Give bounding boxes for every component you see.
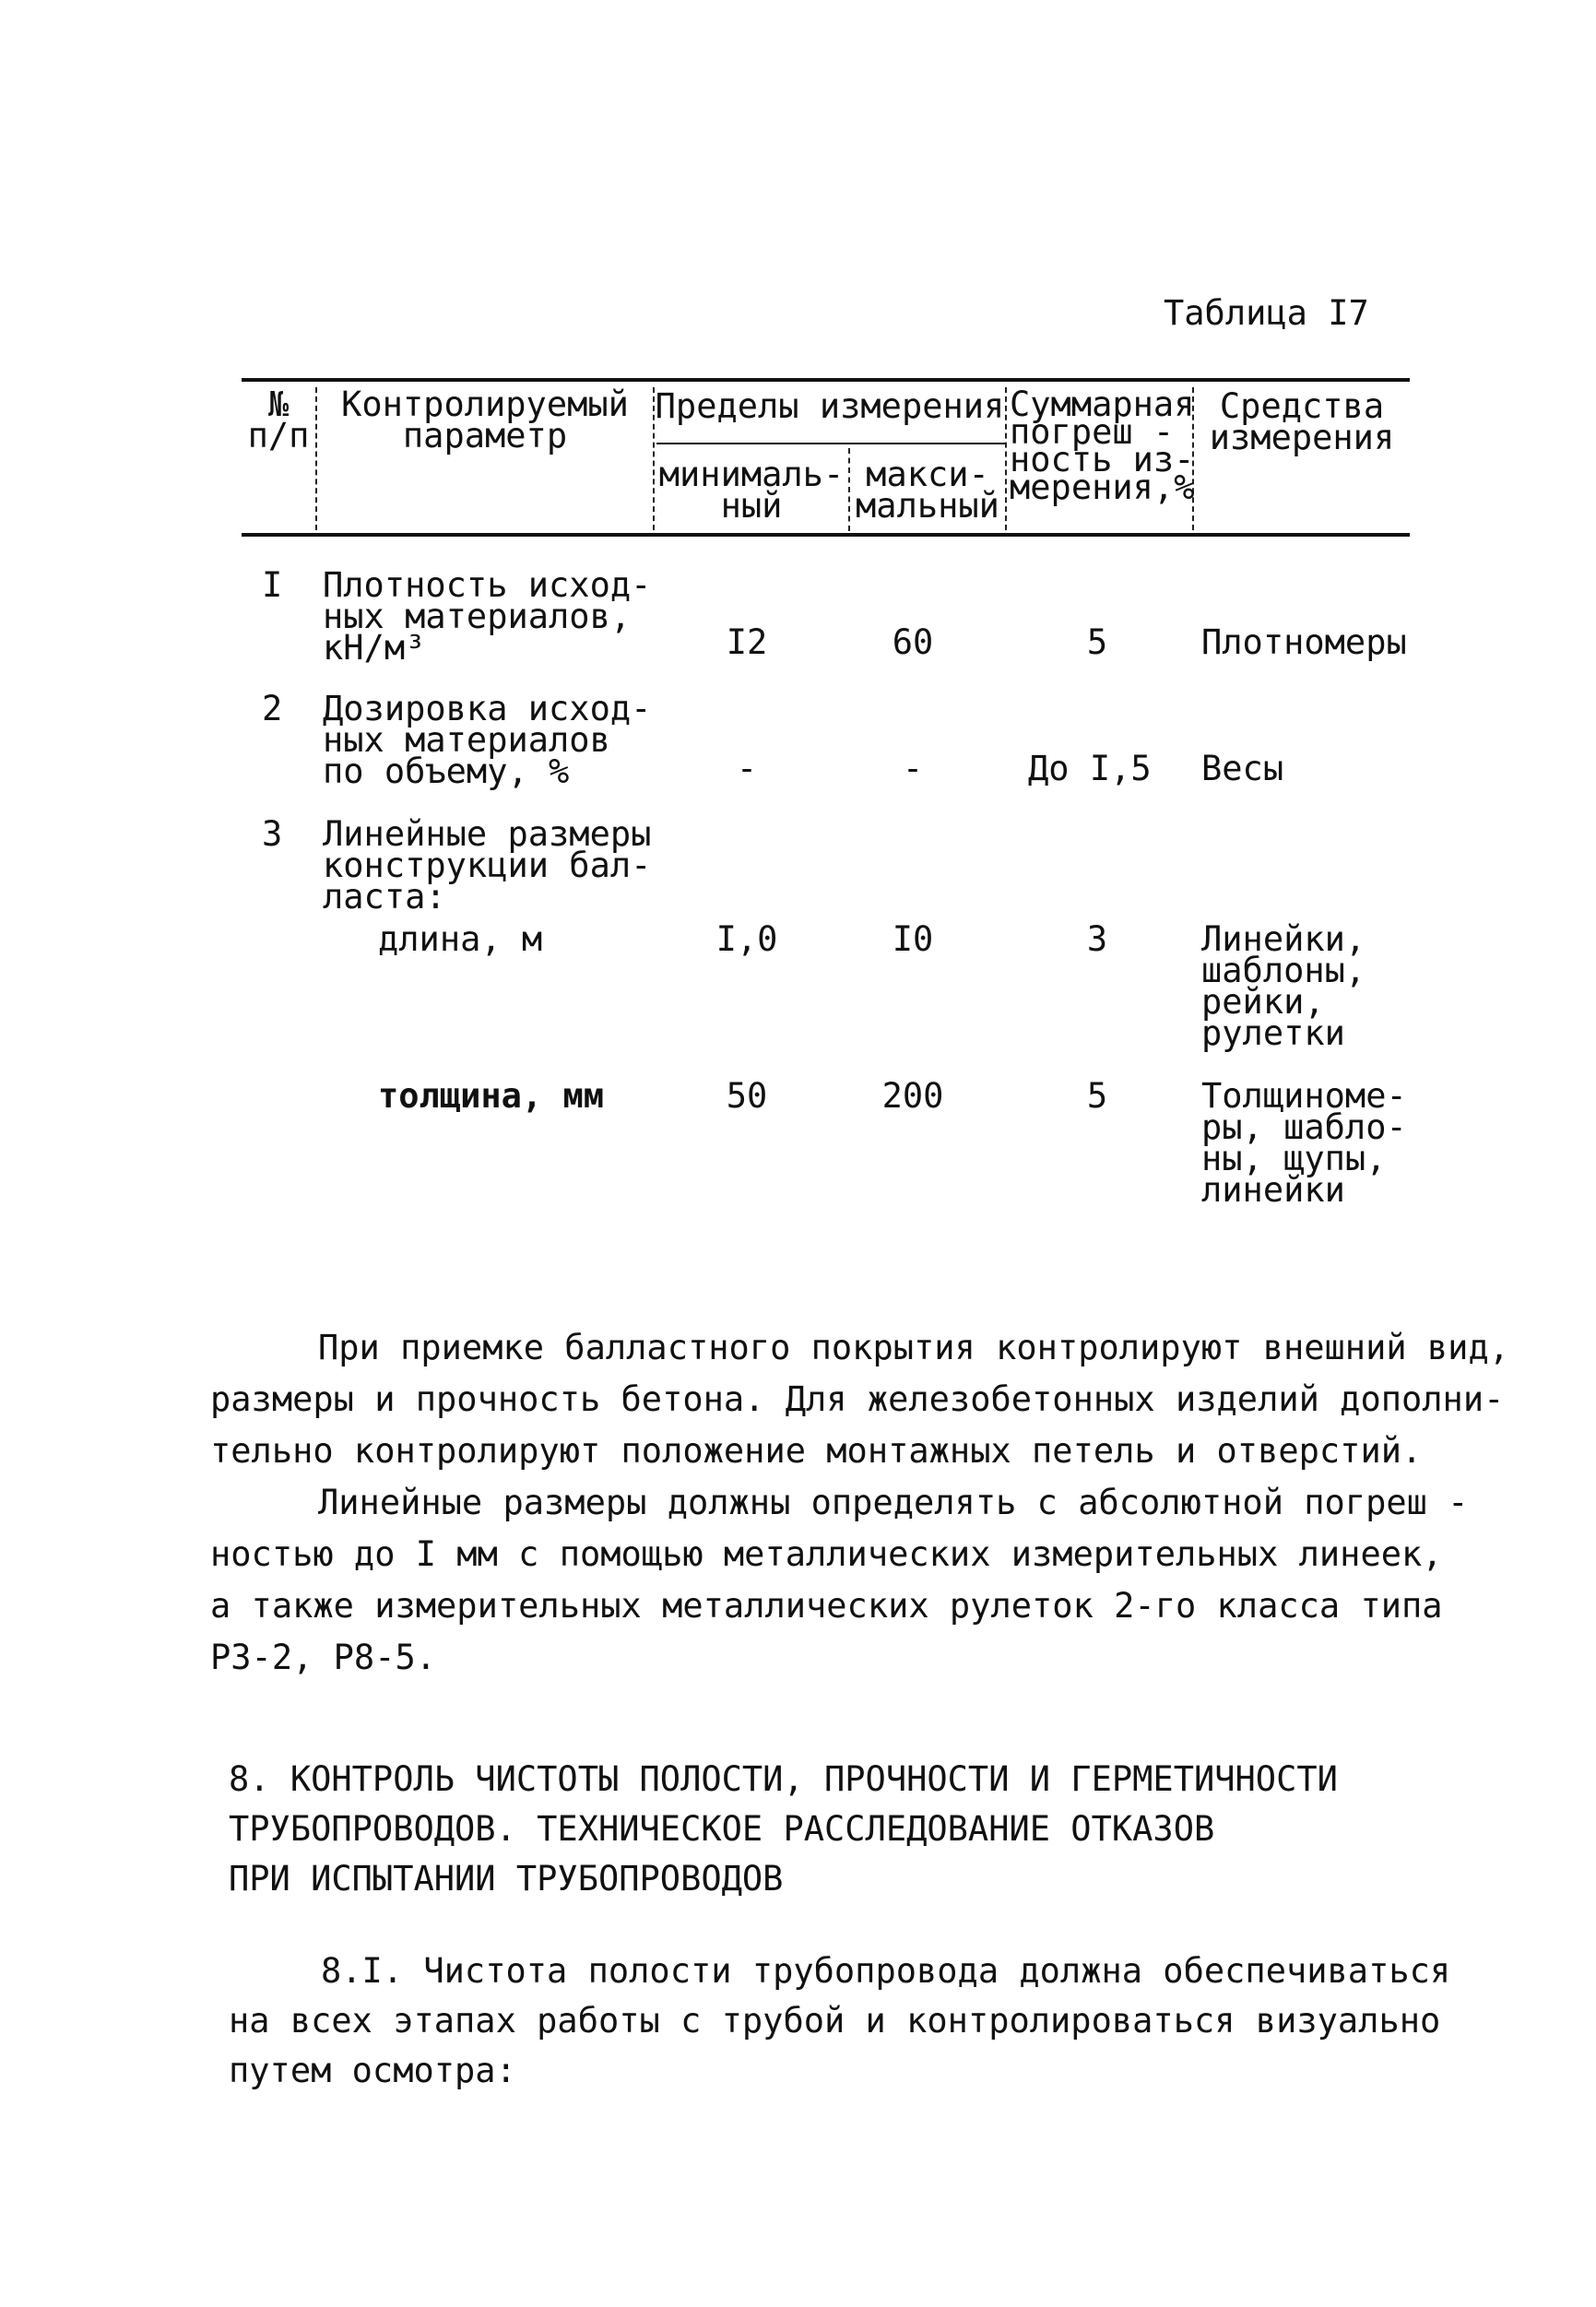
row3a-means: Линейки, шаблоны, рейки, рулетки <box>1201 919 1366 1053</box>
row1-means: Плотномеры <box>1201 622 1407 662</box>
p1-line2: размеры и прочность бетона. Для железобетонных изделий дополни- <box>210 1379 1505 1419</box>
row3b-means: Толщиноме- ры, шабло- ны, щупы, линейки <box>1201 1076 1407 1210</box>
p1-line3: тельно контролируют положение монтажных петель и отверстий. <box>210 1431 1423 1471</box>
row3a-error: 3 <box>1086 919 1108 959</box>
p2-line4: РЗ-2, Р8-5. <box>210 1638 437 1677</box>
col-separator <box>1005 387 1007 530</box>
header-num: № п/п <box>247 384 310 455</box>
table-top-rule <box>242 378 1410 382</box>
row3b-error: 5 <box>1086 1076 1108 1116</box>
row3b-param: толщина, мм <box>378 1076 605 1116</box>
p2-line3: а также измерительных металлических рулеток 2-го класса типа <box>210 1586 1443 1626</box>
row3a-min: I,0 <box>715 919 778 959</box>
p2-line2: ностью до I мм с помощью металлических измерительных линеек, <box>210 1534 1443 1574</box>
row3-num: 3 <box>262 814 283 854</box>
header-error: Суммарная погреш - ность из- мерения,% <box>1010 384 1195 507</box>
row3a-param: длина, м <box>378 919 543 959</box>
header-limits: Пределы измерения <box>655 386 1005 426</box>
row3b-min: 50 <box>726 1076 768 1116</box>
row1-param: Плотность исход- ных материалов, кН/м³ <box>323 565 652 668</box>
row3a-max: I0 <box>892 919 934 959</box>
col-separator <box>315 387 317 530</box>
row3-param: Линейные размеры конструкции бал- ласта: <box>323 814 652 917</box>
row1-max: 60 <box>892 622 934 662</box>
table-header-bottom-rule <box>242 533 1410 537</box>
header-max: макси- мальный <box>856 455 999 526</box>
section-heading-line2: ТРУБОПРОВОДОВ. ТЕХНИЧЕСКОЕ РАССЛЕДОВАНИЕ ОТКАЗОВ <box>229 1809 1215 1849</box>
row1-num: I <box>262 565 283 605</box>
row2-num: 2 <box>262 689 283 728</box>
p81-line2: на всех этапах работы с трубой и контролироваться визуально <box>229 2001 1441 2041</box>
row1-min: I2 <box>726 622 768 662</box>
section-heading-line3: ПРИ ИСПЫТАНИИ ТРУБОПРОВОДОВ <box>229 1859 784 1899</box>
limits-subheader-rule <box>656 443 1005 444</box>
table-caption: Таблица I7 <box>1164 293 1369 333</box>
row2-min: - <box>736 749 758 788</box>
section-heading-line1: 8. КОНТРОЛЬ ЧИСТОТЫ ПОЛОСТИ, ПРОЧНОСТИ И ГЕРМЕТИЧНОСТИ <box>229 1759 1338 1799</box>
p81-line1: 8.I. Чистота полости трубопровода должна обеспечиваться <box>321 1951 1451 1991</box>
row1-error: 5 <box>1086 622 1108 662</box>
row2-max: - <box>902 749 924 788</box>
row2-param: Дозировка исход- ных материалов по объему, % <box>323 689 652 791</box>
row2-error: До I,5 <box>1028 749 1152 788</box>
p2-line1: Линейные размеры должны определять с абсолютной погреш - <box>318 1483 1469 1522</box>
p81-line3: путем осмотра: <box>229 2051 516 2090</box>
header-means: Средства измерения <box>1209 386 1395 457</box>
header-param: Контролируемый параметр <box>341 384 629 455</box>
row3b-max: 200 <box>881 1076 944 1116</box>
p1-line1: При приемке балластного покрытия контролируют внешний вид, <box>318 1328 1510 1367</box>
row2-means: Весы <box>1201 749 1284 788</box>
header-min: минималь- ный <box>658 455 845 526</box>
